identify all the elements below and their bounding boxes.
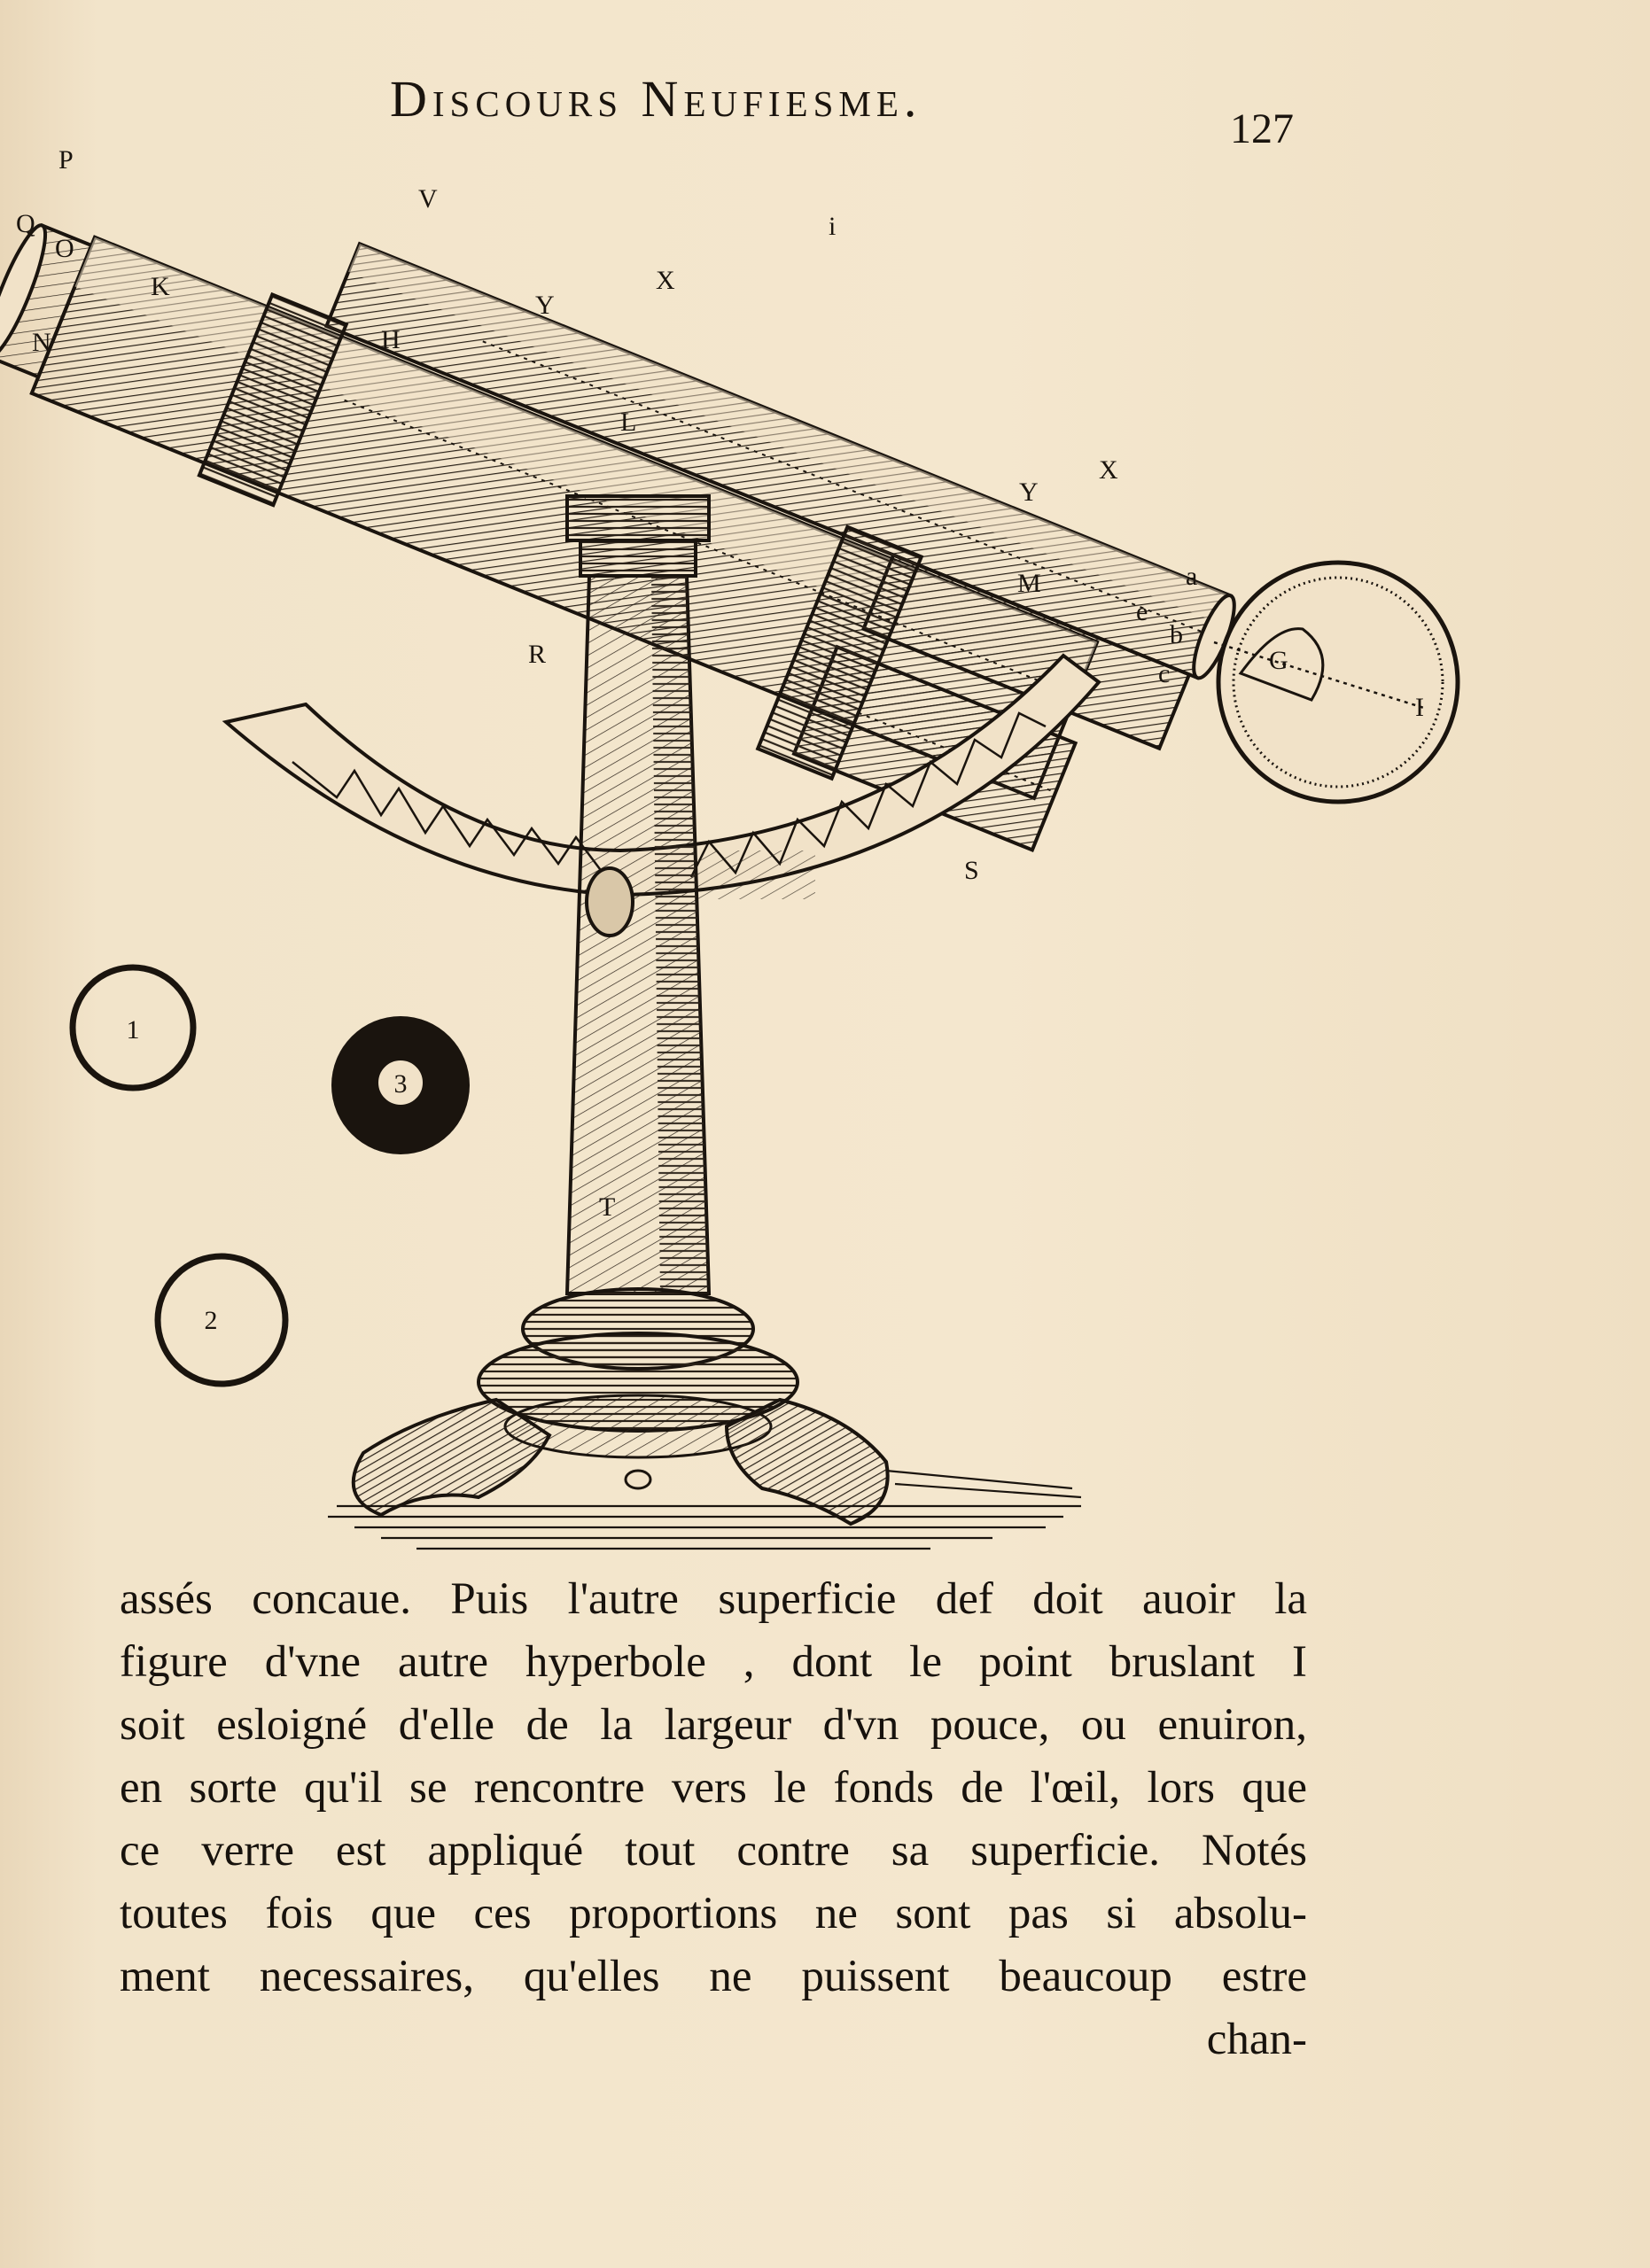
svg-text:Q: Q — [16, 209, 35, 238]
svg-text:1: 1 — [126, 1015, 140, 1045]
svg-text:3: 3 — [393, 1069, 408, 1099]
svg-text:S: S — [964, 856, 979, 885]
page-number: 127 — [1230, 105, 1294, 152]
svg-text:X: X — [656, 266, 675, 295]
text-line: toutes fois que ces proportions ne sont pas si absolu- — [120, 1889, 1307, 1938]
svg-text:P: P — [58, 145, 74, 175]
catchword: chan- — [1206, 2015, 1307, 2064]
svg-text:I: I — [1415, 693, 1424, 722]
svg-text:H: H — [381, 325, 401, 354]
svg-text:2: 2 — [204, 1306, 218, 1335]
svg-text:Y: Y — [1019, 478, 1039, 507]
svg-text:c: c — [1158, 659, 1171, 688]
svg-text:K: K — [151, 272, 170, 301]
svg-text:N: N — [32, 328, 51, 357]
text-line: figure d'vne autre hyperbole , dont le point bruslant I — [120, 1637, 1307, 1687]
svg-text:Y: Y — [535, 291, 555, 320]
svg-text:O: O — [55, 234, 74, 263]
svg-text:i: i — [829, 212, 837, 241]
svg-text:b: b — [1170, 620, 1183, 649]
svg-text:T: T — [599, 1192, 616, 1222]
circle-3 — [331, 1016, 470, 1154]
svg-text:e: e — [1136, 597, 1148, 626]
body-text — [120, 1568, 1307, 2071]
circle-1 — [73, 967, 193, 1088]
svg-text:R: R — [528, 640, 547, 669]
eye-lens — [1214, 563, 1458, 802]
text-line: soit esloigné d'elle de la largeur d'vn pouce, ou enuiron, — [120, 1700, 1307, 1750]
svg-text:M: M — [1017, 569, 1041, 598]
svg-text:G: G — [1269, 646, 1288, 675]
text-line: ment necessaires, qu'elles ne puissent beaucoup estre — [120, 1952, 1307, 2001]
text-line: ce verre est appliqué tout contre sa superficie. Notés — [120, 1826, 1307, 1876]
svg-text:a: a — [1186, 562, 1198, 591]
text-line: en sorte qu'il se rencontre vers le fonds de l'œil, lors que — [120, 1763, 1307, 1813]
text-line: assés concaue. Puis l'autre superficie def doit auoir la — [120, 1574, 1307, 1624]
circle-2 — [158, 1256, 285, 1384]
running-title: Discours Neufiesme. — [390, 70, 922, 128]
telescope-engraving — [0, 133, 1650, 1550]
svg-text:X: X — [1099, 455, 1118, 485]
svg-text:L: L — [620, 408, 637, 437]
svg-text:V: V — [418, 184, 438, 214]
